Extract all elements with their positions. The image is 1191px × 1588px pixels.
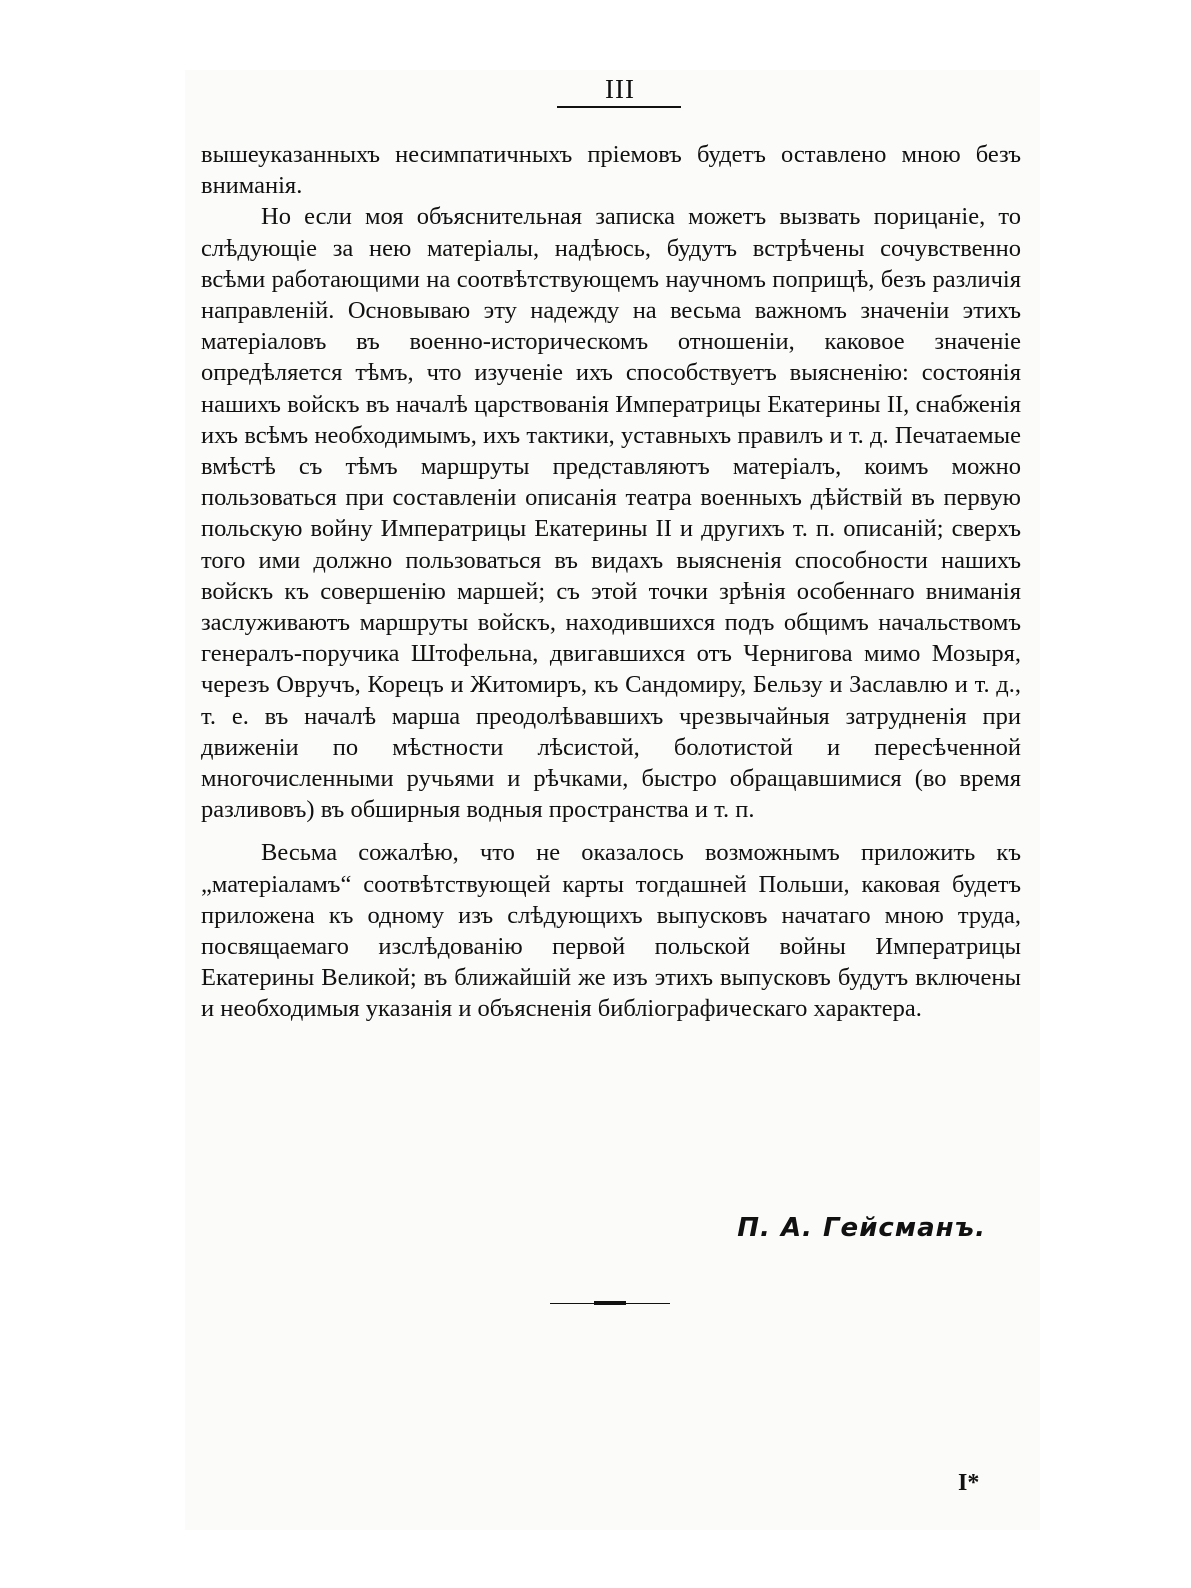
author-signature: П. А. Гейсманъ. xyxy=(737,1213,986,1243)
paragraph-3: Весьма сожалѣю, что не оказалось возможнымъ приложить къ „матеріаламъ“ соотвѣтствующей карты тогдашней Польши, каковая будетъ приложена къ одному изъ слѣдующихъ выпусковъ начатаго мною труда, посвящаемаго изслѣдованію первой польской войны Императрицы Екатерины Великой; въ ближайшій же изъ этихъ выпусковъ будутъ включены и необходимыя указанія и объясненія библіографическаго характера. xyxy=(201,839,1021,1023)
paragraph-2: Но если моя объяснительная записка можетъ вызвать порицаніе, то слѣдующіе за нею матеріалы, надѣюсь, будутъ встрѣчены сочувственно всѣми работающими на соотвѣтствующемъ научномъ поприщѣ, безъ различія направленій. Основываю эту надежду на весьма важномъ значеніи этихъ матеріаловъ въ военно-историческомъ отношеніи, каковое значеніе опредѣляется тѣмъ, что изученіе ихъ способствуетъ выясненію: состоянія нашихъ войскъ въ началѣ царствованія Императрицы Екатерины II, снабженія ихъ всѣмъ необходимымъ, ихъ тактики, уставныхъ правилъ и т. д. Печатаемые вмѣстѣ съ тѣмъ маршруты представляютъ матеріалъ, коимъ можно пользоваться при составленіи описанія театра военныхъ дѣйствій въ первую польскую войну Императрицы Екатерины II и другихъ т. п. описаній; сверхъ того ими должно пользоваться въ видахъ выясненія способности нашихъ войскъ къ совершенію маршей; съ этой точки зрѣнія особеннаго вниманія заслуживаютъ маршруты войскъ, находившихся подъ общимъ начальствомъ генералъ-поручика Штофельна, двигавшихся отъ Чернигова мимо Мозыря, черезъ Овручъ, Корецъ и Житомиръ, къ Сандомиру, Бельзу и Заславлю и т. д., т. е. въ началѣ марша преодолѣвавшихъ чрезвычайныя затрудненія при движеніи по мѣстности лѣсистой, болотистой и пересѣченной многочисленными ручьями и рѣчками, быстро обращавшимися (во время разливовъ) въ обширныя водныя пространства и т. п. xyxy=(201,203,1021,824)
paragraph-1: вышеуказанныхъ несимпатичныхъ пріемовъ будетъ оставлено мною безъ вниманія. xyxy=(201,141,1021,200)
body-text xyxy=(201,139,1021,1025)
header-rule xyxy=(557,106,681,108)
ornament-center-bar xyxy=(594,1301,626,1305)
end-ornament xyxy=(550,1300,670,1308)
page-number: III xyxy=(605,74,635,104)
printer-signature-mark: I* xyxy=(958,1470,980,1496)
